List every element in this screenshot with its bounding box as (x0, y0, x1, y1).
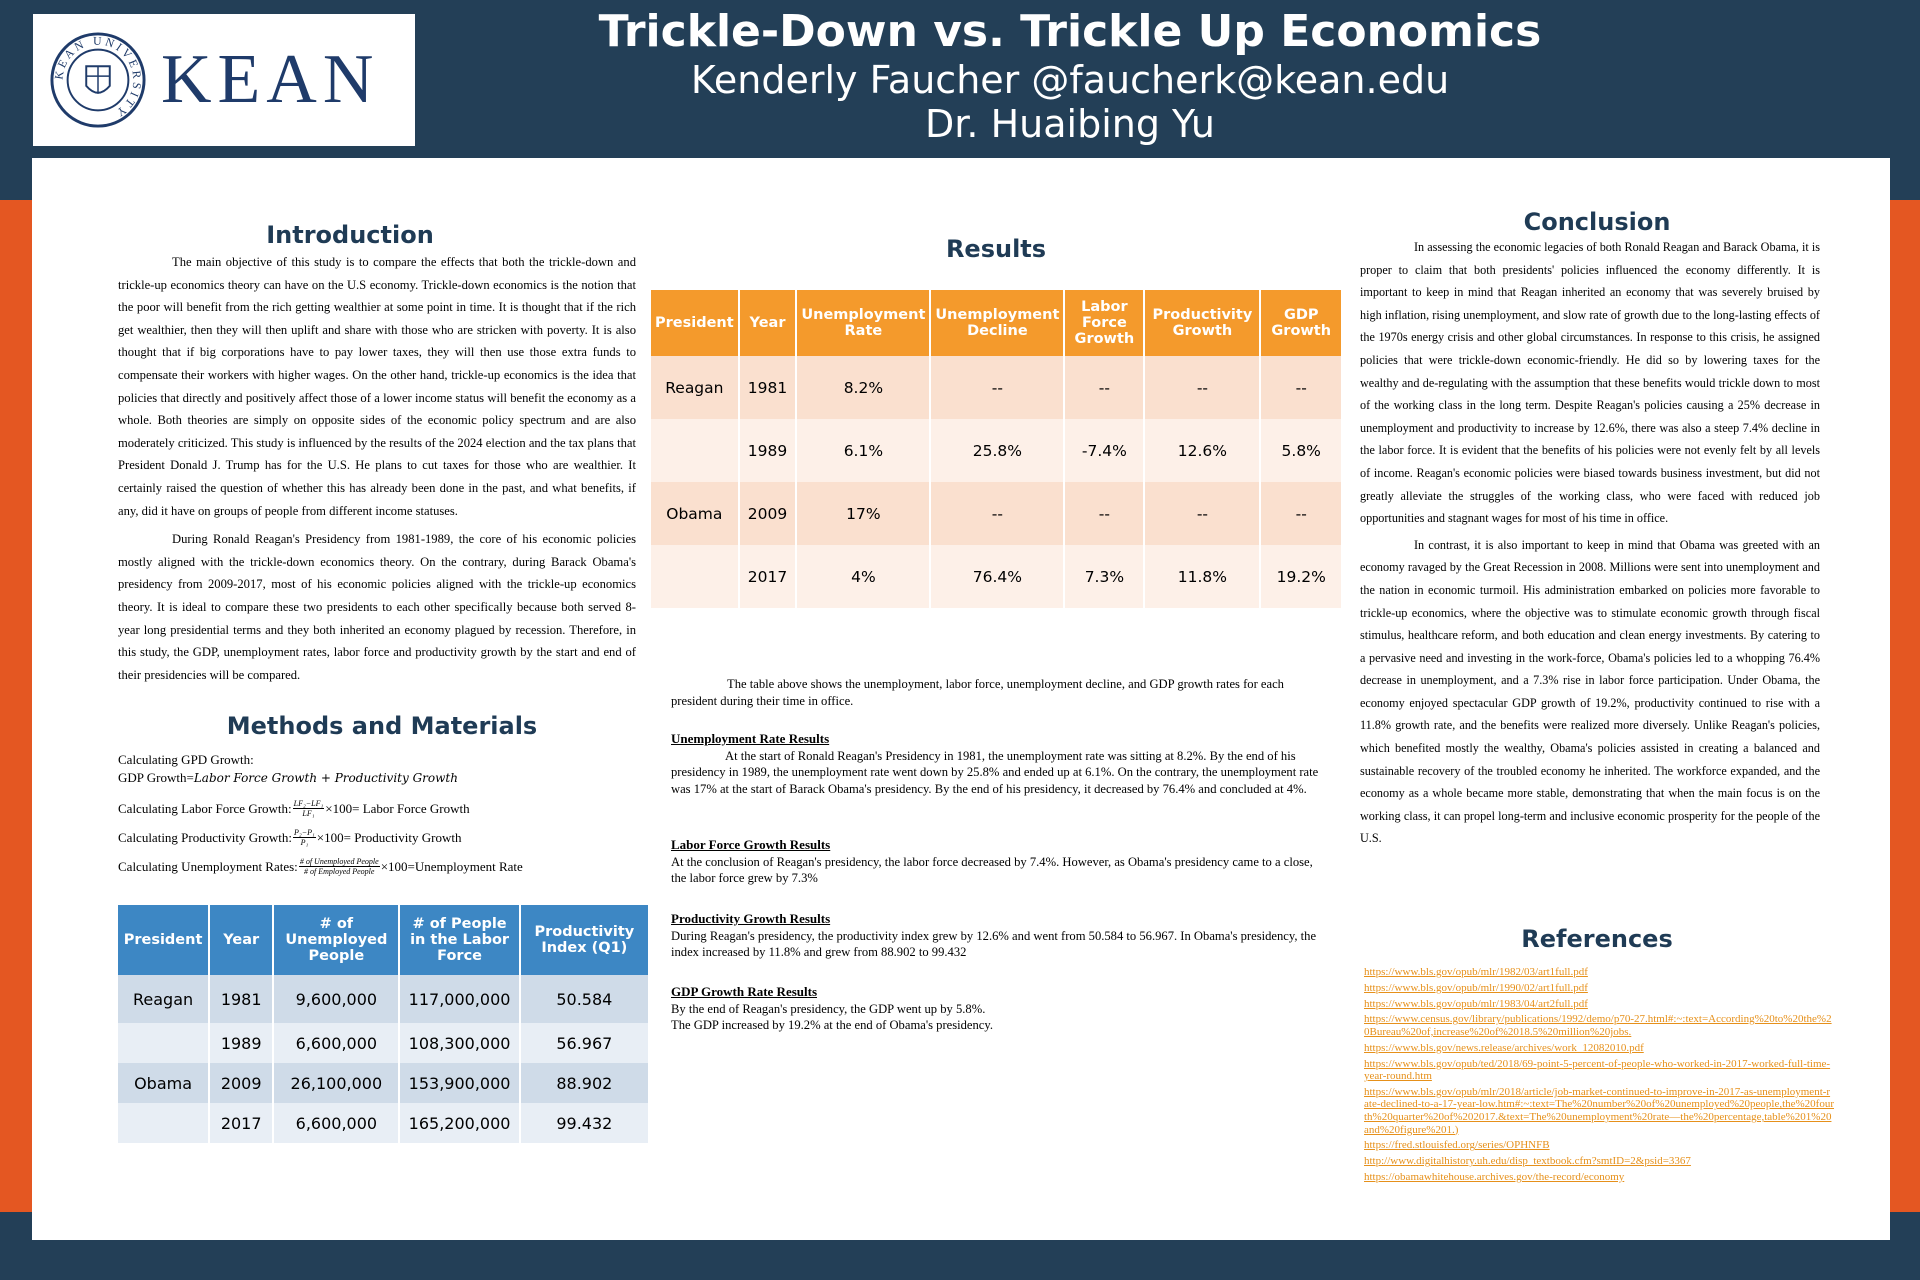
reference-link[interactable]: https://www.census.gov/library/publications/1992/demo/p70-27.html#:~:text=According%20to%20the%20Bureau%20of,increase%20of%2018.5%20million%20jobs. (1364, 1013, 1832, 1038)
table-cell: 4% (796, 545, 930, 608)
intro-paragraph-1: The main objective of this study is to compare the effects that both the trickle-down and trickle-up economics theory can have on the U.S economy. Trickle-down economics is the notion that the poor will benefit from the rich getting wealthier at some point in time. It is thought that if the rich get wealthier, then they will then uplift and share with those who are stricken with poverty. It is also thought that if big corporations have to pay lower taxes, they will then use those extra funds to compensate their workers with higher wages. On the other hand, trickle-up economics is the idea that policies that directly and positively affect those of a lower income status will benefit the economy as a whole. Both theories are simply on opposite sides of the economic policy spectrum and are also moderately criticized. This study is influenced by the results of the 2024 election and the tax plans that President Donald J. Trump has for the U.S. He plans to cut taxes for those who are wealthier. It certainly raised the question of whether this has already been done in the past, and what benefits, if any, did it have on groups of people from different income statuses. (118, 255, 636, 518)
table-cell: -- (1260, 482, 1342, 545)
table-header: Year (209, 905, 273, 975)
table-cell: 1981 (739, 356, 797, 419)
table-cell: 76.4% (930, 545, 1064, 608)
unemployment-results-text: At the start of Ronald Reagan's Presidency in 1981, the unemployment rate was sitting at 8.2%. By the end of his presidency in 1989, the unemployment rate went down by 25.8% and ended up at 6.1%. On the contrary, the unemployment rate was 17% at the start of Barack Obama's presidency. By the end of his presidency, it decreased by 76.4% and concluded at 4%. (671, 748, 1319, 796)
table-cell: Reagan (118, 975, 209, 1023)
methods-formulas (118, 752, 658, 881)
table-row (118, 975, 649, 1023)
reference-link[interactable]: https://www.bls.gov/opub/mlr/1983/04/art2full.pdf (1364, 997, 1588, 1010)
poster-title: Trickle-Down vs. Trickle Up Economics (598, 6, 1542, 57)
table-header: Unemployment Rate (796, 290, 930, 356)
table-cell: 1981 (209, 975, 273, 1023)
methods-line-1: Calculating GPD Growth: (118, 752, 254, 767)
intro-text (118, 251, 636, 686)
table-header: Labor Force Growth (1064, 290, 1144, 356)
table-header: Year (739, 290, 797, 356)
poster-author: Kenderly Faucher @faucherk@kean.edu (690, 58, 1450, 102)
table-header: Productivity Growth (1144, 290, 1260, 356)
table-header: President (651, 290, 739, 356)
conclusion-paragraph-2: In contrast, it is also important to keep in mind that Obama was greeted with an economy ravaged by the Great Recession in 2008. Millions were sent into unemployment and the nation in economic turmoil. His administration embarked on policies more favorable to trickle-up economics, where the objective was to stimulate economic growth through fiscal stimulus, healthcare reform, and both education and clean energy investments. By catering to a pervasive need and investing in the work-force, Obama's policies led to a whopping 76.4% decrease in unemployment, and a 7.3% rise in labor force participation. Under Obama, the economy enjoyed spectacular GDP growth of 19.2%, productivity continued to rise with a 11.8% growth rate, and the benefits were realized more diversely. Unlike Reagan's policies, which benefited mostly the wealthy, Obama's policies assisted in creating a balanced and sustainable recovery of the troubled economy he inherited. The workforce expanded, and the economy as a whole became more stable, demonstrating that when the main focus is on the working class, it can propel long-term and inclusive economic prosperity for the people of the U.S. (1360, 537, 1820, 846)
svg-text:KEAN UNIVERSITY: KEAN UNIVERSITY (52, 34, 144, 121)
table-row (118, 1023, 649, 1063)
intro-paragraph-2: During Ronald Reagan's Presidency from 1981-1989, the core of his economic policies mostly aligned with the trickle-down economics theory. On the contrary, during Barack Obama's presidency from 2009-2017, most of his economic policies aligned with the trickle-up economics theory. It is ideal to compare these two presidents to each other specifically because both served 8-year long presidential terms and they both inherited an economy plagued by recession. Therefore, in this study, the GDP, unemployment rates, labor force and productivity growth by the start and end of their presidencies will be compared. (118, 532, 636, 682)
productivity-results (671, 911, 1321, 961)
table-row (651, 545, 1342, 608)
table-cell: 2017 (739, 545, 797, 608)
methods-line-5: Calculating Unemployment Rates: $\frac{\text{\# of Unemployed People}}{\text{\# of Employed People}}$ ×100=Unemployment Rate (118, 857, 523, 876)
table-row (651, 356, 1342, 419)
table-cell: -- (930, 482, 1064, 545)
table-cell: 153,900,000 (399, 1063, 519, 1103)
kean-logo (33, 14, 415, 146)
table-cell: -- (930, 356, 1064, 419)
references-list (1364, 966, 1834, 1187)
table-cell: 11.8% (1144, 545, 1260, 608)
table-cell: 88.902 (520, 1063, 649, 1103)
labor-results (671, 837, 1321, 887)
results-heading: Results (945, 235, 1047, 263)
poster-title-block (520, 6, 1620, 146)
conclusion-paragraph-1: In assessing the economic legacies of both Ronald Reagan and Barack Obama, it is proper to claim that both presidents' policies influenced the economy differently. It is important to keep in mind that Reagan inherited an economy that was severely bruised by high inflation, rising unemployment, and slow rate of growth due to the long-lasting effects of the 1970s energy crisis and other global circumstances. In response to this crisis, he assigned policies that were trickle-down economic-friendly. He did so by lowering taxes for the wealthy and de-regulating with the assumption that these benefits would trickle down to most of the working class in the long term. Despite Reagan's policies causing a 25% decrease in unemployment and productivity to increase by 12.6%, there was also a steep 7.4% decline in the labor force. It is evident that the benefits of his policies were not evenly felt by all levels of income. Reagan's economic policies were biased towards business investment, but did not greatly alleviate the struggles of the working class, who were faced with reduced job opportunities and stagnant wages for most of his time in office. (1360, 240, 1820, 526)
methods-line-2: GDP Growth=Labor Force Growth + Productivity Growth (118, 770, 458, 785)
methods-line-3: Calculating Labor Force Growth: $\frac{\text{LF₂−LF₁}}{\text{LF₁}}$ ×100= Labor Force Growth (118, 799, 470, 818)
results-table (651, 290, 1343, 608)
raw-data-header-row (118, 905, 649, 975)
table-cell: Reagan (651, 356, 739, 419)
labor-force-fraction: $\frac{\text{LF₂−LF₁}}{\text{LF₁}}$ (293, 799, 324, 818)
table-cell: -- (1064, 482, 1144, 545)
productivity-results-text: During Reagan's presidency, the productivity index grew by 12.6% and went from 50.584 to 56.967. In Obama's presidency, the index increased by 11.8% and grew from 88.902 to 99.432 (671, 928, 1317, 959)
table-cell: 5.8% (1260, 419, 1342, 482)
labor-results-text: At the conclusion of Reagan's presidency, the labor force decreased by 7.4%. However, as Obama's presidency came to a close, the labor force grew by 7.3% (671, 854, 1313, 885)
raw-data-table (118, 905, 650, 1143)
table-cell: 6,600,000 (273, 1023, 399, 1063)
university-seal-icon (49, 31, 147, 129)
reference-link[interactable]: https://www.bls.gov/opub/ted/2018/69-point-5-percent-of-people-who-worked-in-2017-worked-full-time-year-round.htm (1364, 1057, 1831, 1083)
table-cell (651, 419, 739, 482)
conclusion-text (1360, 236, 1820, 850)
table-cell: -- (1064, 356, 1144, 419)
table-cell: -7.4% (1064, 419, 1144, 482)
table-cell: Obama (651, 482, 739, 545)
reference-link[interactable]: https://www.bls.gov/opub/mlr/1982/03/art1full.pdf (1364, 966, 1588, 978)
gdp-results-text-2: The GDP increased by 19.2% at the end of Obama's presidency. (671, 1018, 994, 1032)
unemployment-fraction: $\frac{\text{\# of Unemployed People}}{\text{\# of Employed People}}$ (299, 857, 379, 876)
table-row (118, 1103, 649, 1143)
table-header: Productivity Index (Q1) (520, 905, 649, 975)
table-cell: -- (1144, 482, 1260, 545)
gdp-formula: Labor Force Growth + Productivity Growth (193, 771, 458, 785)
table-header: Unemployment Decline (930, 290, 1064, 356)
gdp-results-text-1: By the end of Reagan's presidency, the GDP went up by 5.8%. (671, 1001, 986, 1016)
methods-line-4: Calculating Productivity Growth: $\frac{\text{P₂−P₁}}{\text{P₁}}$ ×100= Productivity Growth (118, 828, 462, 847)
reference-link[interactable]: https://fred.stlouisfed.org/series/OPHNFB (1364, 1139, 1550, 1152)
unemployment-results-heading: Unemployment Rate Results (671, 731, 830, 746)
table-cell (651, 545, 739, 608)
table-cell: 2009 (739, 482, 797, 545)
intro-heading: Introduction (266, 221, 434, 249)
table-header: # of People in the Labor Force (399, 905, 519, 975)
conclusion-heading: Conclusion (1523, 208, 1671, 236)
table-cell: 7.3% (1064, 545, 1144, 608)
table-cell: 56.967 (520, 1023, 649, 1063)
table-header: GDP Growth (1260, 290, 1342, 356)
logo-wordmark: KEAN (161, 41, 380, 118)
gdp-results (671, 984, 1321, 1034)
unemployment-results (671, 731, 1321, 797)
table-cell: Obama (118, 1063, 209, 1103)
table-cell: 108,300,000 (399, 1023, 519, 1063)
table-header: President (118, 905, 209, 975)
table-cell (118, 1103, 209, 1143)
table-cell: 2009 (209, 1063, 273, 1103)
gdp-results-heading: GDP Growth Rate Results (671, 984, 818, 999)
table-cell: 50.584 (520, 975, 649, 1023)
results-summary: The table above shows the unemployment, labor force, unemployment decline, and GDP growth rates for each president during their time in office. (671, 677, 1284, 708)
table-cell: -- (1260, 356, 1342, 419)
productivity-fraction: $\frac{\text{P₂−P₁}}{\text{P₁}}$ (294, 828, 315, 847)
reference-link[interactable]: https://obamawhitehouse.archives.gov/the-record/economy (1364, 1171, 1625, 1183)
table-cell: 25.8% (930, 419, 1064, 482)
table-cell: 1989 (739, 419, 797, 482)
references-heading: References (1521, 925, 1673, 953)
labor-results-heading: Labor Force Growth Results (671, 837, 831, 852)
results-header-row (651, 290, 1342, 356)
reference-link[interactable]: https://www.bls.gov/opub/mlr/2018/article/job-market-continued-to-improve-in-2017-as-unemployment-rate-declined-to-a-17-year-low.htm#:~:text=The%20number%20of%20unemployed%20people,the%20fourth%20quarter%20of%202017.&text=The%20unemployment%20rate—the%20percentage,table%201%20and%20figure%201.) (1364, 1085, 1835, 1136)
table-cell: 9,600,000 (273, 975, 399, 1023)
table-cell: 17% (796, 482, 930, 545)
table-cell: 6,600,000 (273, 1103, 399, 1143)
productivity-results-heading: Productivity Growth Results (671, 911, 831, 926)
table-header: # of Unemployed People (273, 905, 399, 975)
table-row (651, 482, 1342, 545)
table-cell: 8.2% (796, 356, 930, 419)
table-cell: 1989 (209, 1023, 273, 1063)
table-cell (118, 1023, 209, 1063)
table-cell: 26,100,000 (273, 1063, 399, 1103)
table-row (651, 419, 1342, 482)
table-cell: 165,200,000 (399, 1103, 519, 1143)
table-cell: 19.2% (1260, 545, 1342, 608)
reference-link[interactable]: https://www.bls.gov/news.release/archives/work_12082010.pdf (1364, 1041, 1644, 1054)
table-cell: 117,000,000 (399, 975, 519, 1023)
table-cell: -- (1144, 356, 1260, 419)
reference-link[interactable]: http://www.digitalhistory.uh.edu/disp_textbook.cfm?smtID=2&psid=3367 (1364, 1155, 1691, 1168)
table-cell: 99.432 (520, 1103, 649, 1143)
table-cell: 12.6% (1144, 419, 1260, 482)
poster-advisor: Dr. Huaibing Yu (925, 102, 1215, 146)
table-cell: 2017 (209, 1103, 273, 1143)
methods-heading: Methods and Materials (226, 712, 538, 740)
table-row (118, 1063, 649, 1103)
reference-link[interactable]: https://www.bls.gov/opub/mlr/1990/02/art1full.pdf (1364, 981, 1588, 994)
table-cell: 6.1% (796, 419, 930, 482)
